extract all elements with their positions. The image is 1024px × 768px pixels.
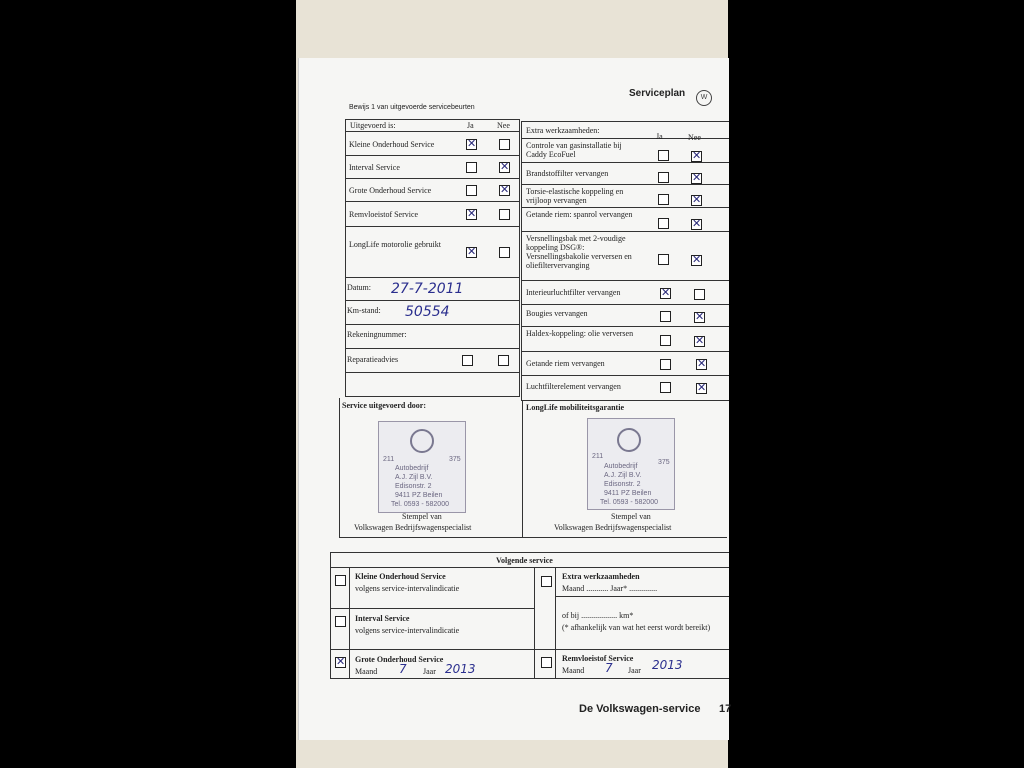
extra-maand-line: Maand ........... Jaar* ..............: [562, 584, 658, 593]
vw-logo-icon: [617, 428, 641, 452]
row-label: Getande riem vervangen: [526, 359, 605, 368]
reparatie-ja-checkbox[interactable]: [462, 355, 473, 366]
row-label: Getande riem: spanrol vervangen: [526, 210, 633, 219]
of-bij-line: of bij .................. km*: [562, 611, 634, 620]
extra-heading: Extra werkzaamheden:: [526, 126, 600, 135]
km-label: Km-stand:: [347, 306, 381, 315]
nee-checkbox[interactable]: [499, 247, 510, 258]
executed-heading: Uitgevoerd is:: [350, 121, 396, 130]
row-label: Controle van gasinstallatie bij Caddy EcoFuel: [526, 141, 622, 159]
photo-background: [296, 0, 732, 768]
row-label: Bougies vervangen: [526, 309, 588, 318]
col-nee-label: Nee: [688, 133, 701, 142]
nee-checkbox[interactable]: [691, 195, 702, 206]
next-service-heading: Volgende service: [496, 556, 553, 565]
row-label: Remvloeistof Service: [349, 210, 419, 219]
kleine-checkbox[interactable]: [335, 575, 346, 586]
col-ja-label: Ja: [656, 132, 663, 141]
nee-checkbox[interactable]: [499, 185, 510, 196]
km-handwritten: 50554: [405, 304, 450, 320]
nee-checkbox[interactable]: [499, 162, 510, 173]
dealer-stamp: 211 375 Autobedrijf A.J. Zijl B.V. Edisonstr. 2 9411 PZ Beilen Tel. 0593 - 582000: [378, 421, 466, 513]
nee-checkbox[interactable]: [696, 383, 707, 394]
kleine-title: Kleine Onderhoud Service: [355, 572, 446, 581]
stamp-caption: Stempel van: [402, 512, 442, 521]
row-label: LongLife motorolie gebruikt: [349, 240, 441, 249]
ja-checkbox[interactable]: [466, 185, 477, 196]
row-label: Luchtfilterelement vervangen: [526, 382, 621, 391]
ja-checkbox[interactable]: [660, 382, 671, 393]
rem-jaar-label: Jaar: [628, 666, 641, 675]
rekening-label: Rekeningnummer:: [347, 330, 407, 339]
grote-title: Grote Onderhoud Service: [355, 655, 444, 664]
rem-checkbox[interactable]: [541, 657, 552, 668]
page-subtitle: Bewijs 1 van uitgevoerde servicebeurten: [349, 104, 475, 111]
grote-maand-label: Maand: [355, 667, 378, 676]
nee-checkbox[interactable]: [694, 312, 705, 323]
ja-checkbox[interactable]: [466, 162, 477, 173]
grote-jaar-label: Jaar: [423, 667, 436, 676]
interval-title: Interval Service: [355, 614, 410, 623]
ja-checkbox[interactable]: [466, 139, 477, 150]
datum-handwritten: 27-7-2011: [391, 281, 464, 297]
interval-checkbox[interactable]: [335, 616, 346, 627]
stamp-caption: Stempel van: [611, 512, 651, 521]
datum-label: Datum:: [347, 283, 371, 292]
nee-checkbox[interactable]: [694, 336, 705, 347]
stamp-left-heading: Service uitgevoerd door:: [342, 401, 426, 410]
stamp-right-heading: LongLife mobiliteitsgarantie: [526, 403, 624, 412]
rem-maand-handwritten: 7: [605, 661, 613, 675]
ja-checkbox[interactable]: [660, 288, 671, 299]
vw-logo-icon: [410, 429, 434, 453]
nee-checkbox[interactable]: [499, 209, 510, 220]
row-label: Interval Service: [349, 163, 400, 172]
interval-sub: volgens service-intervalindicatie: [355, 626, 460, 635]
nee-checkbox[interactable]: [691, 219, 702, 230]
rem-title: Remvloeistof Service: [562, 654, 634, 663]
ja-checkbox[interactable]: [658, 172, 669, 183]
extra-title: Extra werkzaamheden: [562, 572, 640, 581]
footer-title: De Volkswagen-service: [579, 703, 701, 715]
ja-checkbox[interactable]: [660, 335, 671, 346]
row-label: Haldex-koppeling: olie verversen: [526, 329, 634, 338]
ja-checkbox[interactable]: [658, 150, 669, 161]
ja-checkbox[interactable]: [660, 311, 671, 322]
nee-checkbox[interactable]: [691, 255, 702, 266]
grote-maand-handwritten: 7: [399, 662, 407, 676]
nee-checkbox[interactable]: [691, 173, 702, 184]
nee-checkbox[interactable]: [696, 359, 707, 370]
grote-jaar-handwritten: 2013: [445, 662, 476, 676]
row-label: Interieurluchtfilter vervangen: [526, 288, 621, 297]
reparatie-nee-checkbox[interactable]: [498, 355, 509, 366]
ja-checkbox[interactable]: [658, 194, 669, 205]
col-ja-label: Ja: [467, 121, 474, 130]
col-nee-label: Nee: [497, 121, 510, 130]
ja-checkbox[interactable]: [658, 218, 669, 229]
nee-checkbox[interactable]: [499, 139, 510, 150]
rem-jaar-handwritten: 2013: [652, 658, 683, 672]
ja-checkbox[interactable]: [658, 254, 669, 265]
row-label: Grote Onderhoud Service: [349, 186, 432, 195]
nee-checkbox[interactable]: [694, 289, 705, 300]
nee-checkbox[interactable]: [691, 151, 702, 162]
booklet-page: [298, 58, 732, 740]
vw-logo-icon: W: [696, 90, 712, 106]
stamp-caption: Volkswagen Bedrijfswagenspecialist: [554, 523, 672, 532]
grote-checkbox[interactable]: [335, 657, 346, 668]
kleine-sub: volgens service-intervalindicatie: [355, 584, 460, 593]
footnote: (* afhankelijk van wat het eerst wordt bereikt): [562, 623, 711, 632]
stamp-caption: Volkswagen Bedrijfswagenspecialist: [354, 523, 472, 532]
rem-maand-label: Maand: [562, 666, 585, 675]
row-label: Versnellingsbak met 2-voudige koppeling DSG®: Versnellingsbakolie verversen en oliefiltervervanging: [526, 234, 632, 270]
page-number: 17: [719, 703, 732, 715]
ja-checkbox[interactable]: [466, 209, 477, 220]
extra-checkbox[interactable]: [541, 576, 552, 587]
row-label: Torsie-elastische koppeling en vrijloop vervangen: [526, 187, 624, 205]
ja-checkbox[interactable]: [660, 359, 671, 370]
row-label: Brandstoffilter vervangen: [526, 169, 609, 178]
dealer-stamp: 211 375 Autobedrijf A.J. Zijl B.V. Edisonstr. 2 9411 PZ Beilen Tel. 0593 - 582000: [587, 418, 675, 510]
ja-checkbox[interactable]: [466, 247, 477, 258]
page-title: Serviceplan: [629, 88, 686, 99]
row-label: Kleine Onderhoud Service: [349, 140, 435, 149]
reparatie-label: Reparatieadvies: [347, 355, 399, 364]
